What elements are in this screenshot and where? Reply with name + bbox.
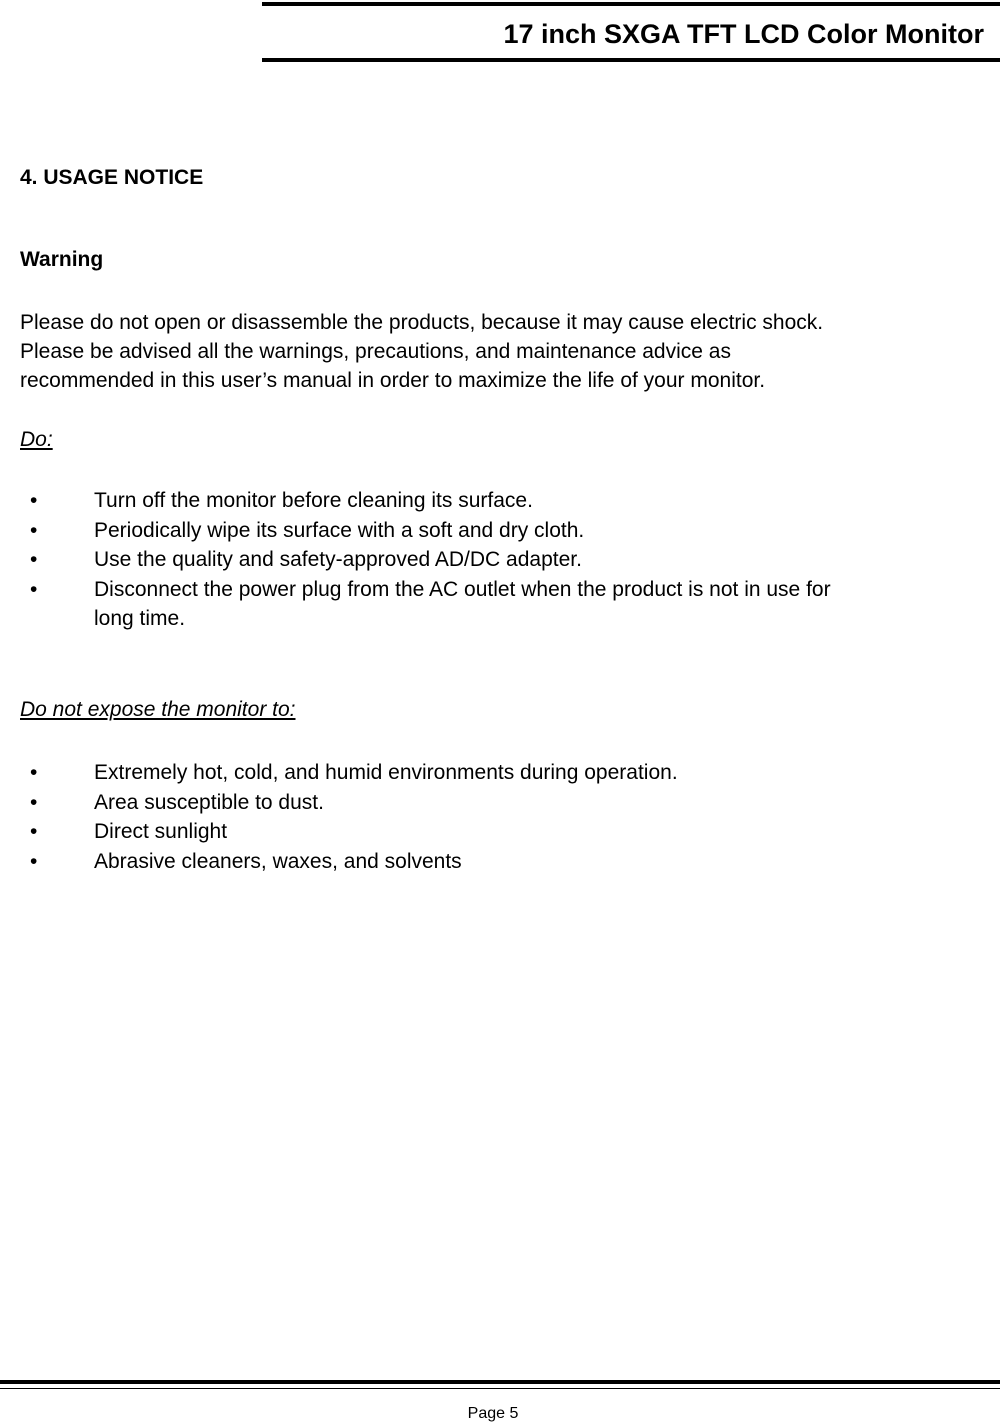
footer-thick-rule bbox=[0, 1380, 1000, 1384]
list-item bbox=[0, 817, 1000, 847]
warning-line: Please be advised all the warnings, precautions, and maintenance advice as bbox=[20, 340, 731, 363]
warning-line: recommended in this user’s manual in order to maximize the life of your monitor. bbox=[20, 369, 766, 392]
bullet-icon: • bbox=[30, 518, 38, 542]
list-item bbox=[0, 545, 1000, 575]
warning-line: Please do not open or disassemble the products, because it may cause electric shock. bbox=[20, 311, 824, 334]
do-not-expose-heading: Do not expose the monitor to: bbox=[20, 698, 296, 721]
do-heading: Do: bbox=[20, 428, 53, 451]
bullet-icon: • bbox=[30, 849, 38, 873]
section-title: 4. USAGE NOTICE bbox=[20, 166, 204, 189]
page-number: Page 5 bbox=[467, 1405, 519, 1422]
list-item-text: Area susceptible to dust. bbox=[94, 790, 324, 814]
list-item-text: Periodically wipe its surface with a soft and dry cloth. bbox=[94, 518, 585, 542]
bullet-icon: • bbox=[30, 548, 38, 571]
list-item-text: Disconnect the power plug from the AC outlet when the product is not in use for bbox=[94, 577, 831, 601]
header-top-rule bbox=[262, 2, 1000, 6]
footer-thin-rule bbox=[0, 1388, 1000, 1389]
do-not-expose-list bbox=[0, 758, 1000, 876]
list-item bbox=[0, 575, 1000, 634]
list-item-text: Use the quality and safety-approved AD/DC adapter. bbox=[94, 548, 582, 571]
bullet-icon: • bbox=[30, 577, 38, 601]
list-item-text: Turn off the monitor before cleaning its surface. bbox=[94, 489, 533, 512]
list-item bbox=[0, 486, 1000, 516]
bullet-icon: • bbox=[30, 761, 38, 784]
list-item-text: Abrasive cleaners, waxes, and solvents bbox=[94, 849, 462, 873]
list-item bbox=[0, 788, 1000, 818]
header-bottom-rule bbox=[262, 58, 1000, 62]
list-item-text: Direct sunlight bbox=[94, 820, 228, 843]
bullet-icon: • bbox=[30, 790, 38, 814]
bullet-icon: • bbox=[30, 489, 38, 512]
list-item-text-continued: long time. bbox=[94, 607, 186, 630]
warning-paragraph bbox=[20, 308, 823, 395]
do-list bbox=[0, 486, 1000, 634]
document-header-title: 17 inch SXGA TFT LCD Color Monitor bbox=[503, 19, 984, 49]
list-item bbox=[0, 847, 1000, 877]
list-item-text: Extremely hot, cold, and humid environments during operation. bbox=[94, 761, 678, 784]
list-item bbox=[0, 758, 1000, 788]
warning-heading: Warning bbox=[20, 248, 104, 271]
list-item bbox=[0, 516, 1000, 546]
bullet-icon: • bbox=[30, 820, 38, 843]
